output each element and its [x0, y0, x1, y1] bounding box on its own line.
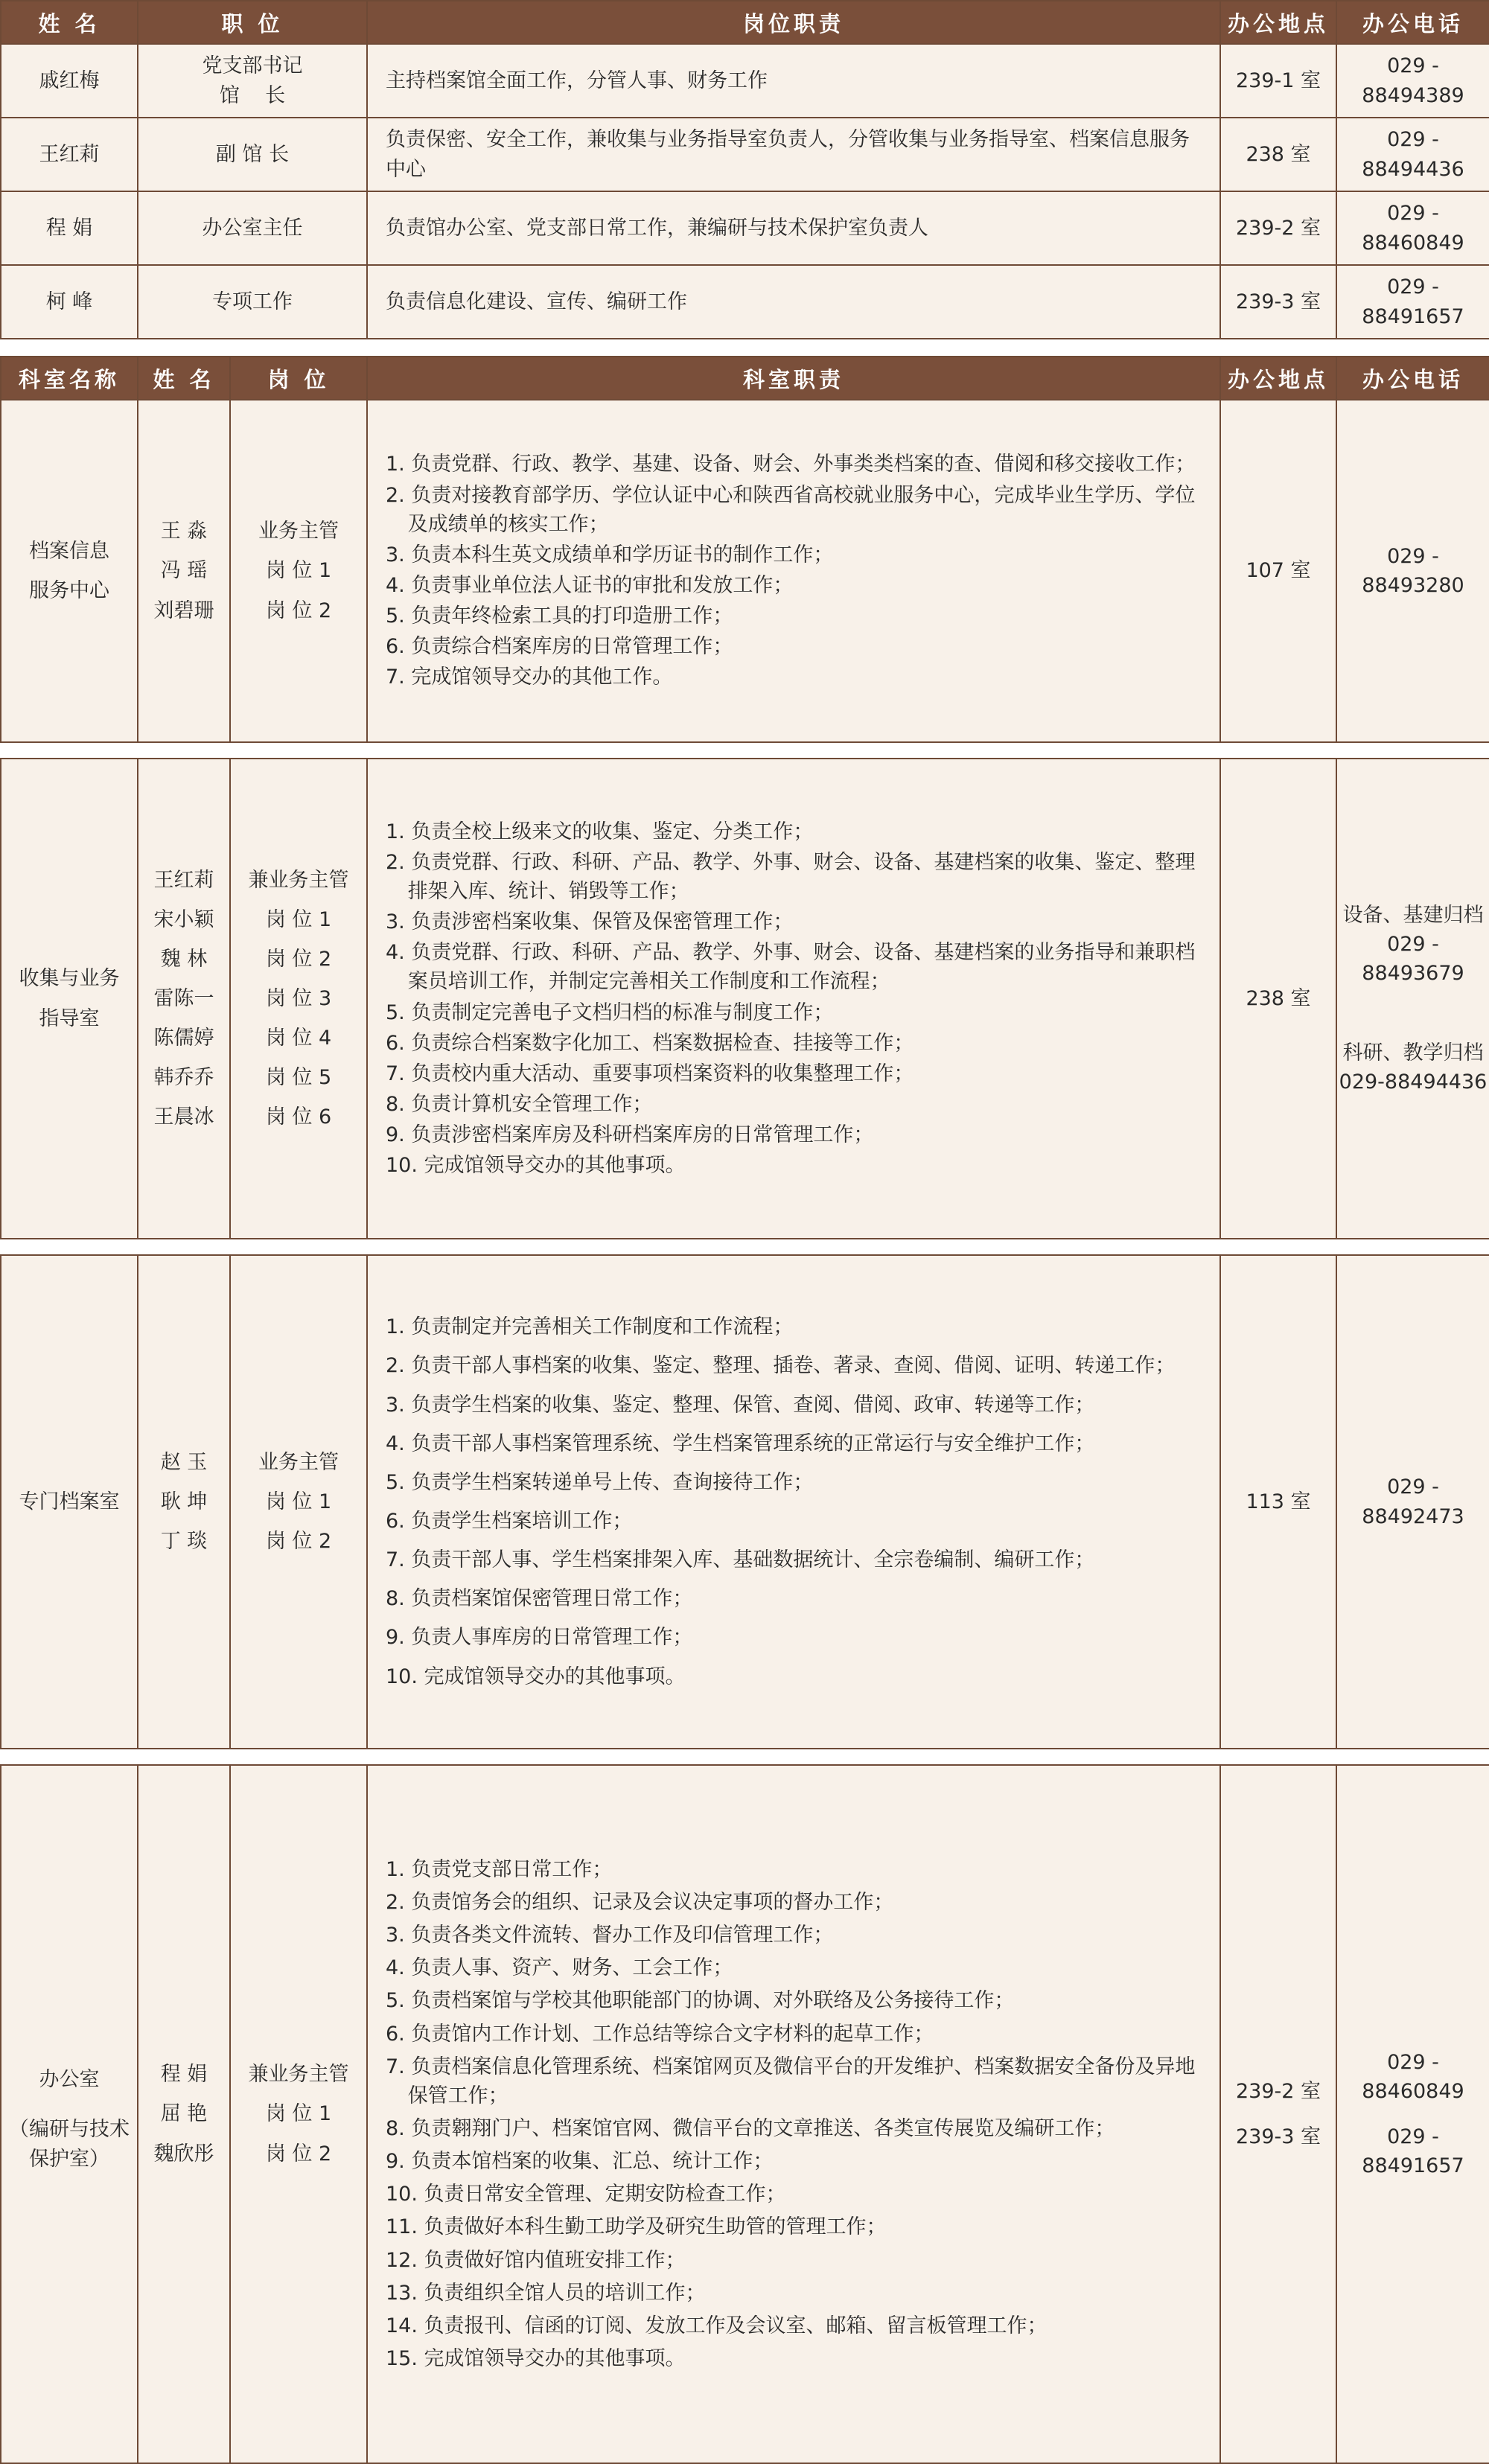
- duty-item: 4. 负责党群、行政、科研、产品、教学、外事、财会、设备、基建档案的业务指导和兼职档案员培训工作，并制定完善相关工作制度和工作流程；: [386, 941, 1196, 994]
- duty-item: 1. 负责党群、行政、教学、基建、设备、财会、外事类类档案的查、借阅和移交接收工作；: [386, 453, 1196, 476]
- departments-header-row: [1, 357, 1489, 400]
- dept-posts: [230, 1255, 367, 1749]
- staff-name: 丁 琰: [160, 1530, 208, 1554]
- leader-position: 专项工作: [138, 265, 367, 339]
- dept-phone: [1336, 1765, 1489, 2463]
- room-line: 239-3 室: [1235, 2125, 1321, 2148]
- staff-name: 冯 瑶: [160, 559, 208, 583]
- col-header-staff: 姓 名: [138, 357, 230, 400]
- dept-phone: [1336, 759, 1489, 1239]
- table-row: [1, 44, 1489, 118]
- staff-post: 岗 位 2: [265, 947, 332, 971]
- duty-item: 6. 负责馆内工作计划、工作总结等综合文字材料的起草工作；: [386, 2022, 934, 2046]
- staff-post: 岗 位 1: [265, 559, 332, 583]
- staff-name: 王 淼: [160, 520, 208, 543]
- leader-room: 238 室: [1220, 118, 1336, 191]
- dept-name-line: 指导室: [39, 1006, 100, 1030]
- duty-item: 3. 负责学生档案的收集、鉴定、整理、保管、查阅、借阅、政审、转递等工作；: [386, 1393, 1095, 1417]
- staff-post: 兼业务主管: [248, 868, 349, 892]
- duty-item: 5. 负责学生档案转递单号上传、查询接待工作；: [386, 1470, 814, 1494]
- staff-name: 陈儒婷: [153, 1027, 214, 1050]
- duty-item: 2. 负责馆务会的组织、记录及会议决定事项的督办工作；: [386, 1891, 894, 1915]
- phone-number: 029 - 88491657: [1362, 2125, 1464, 2178]
- leader-name: 程 娟: [1, 191, 138, 265]
- duty-item: 9. 负责涉密档案库房及科研档案库房的日常管理工作；: [386, 1123, 874, 1147]
- table-row: [1, 265, 1489, 339]
- dept-row-collection: [1, 759, 1489, 1239]
- duty-item: 14. 负责报刊、信函的订阅、发放工作及会议室、邮箱、留言板管理工作；: [386, 2314, 1048, 2337]
- duty-item: 3. 负责本科生英文成绩单和学历证书的制作工作；: [386, 543, 834, 566]
- col-header-post: 岗 位: [230, 357, 367, 400]
- table-gap: [0, 339, 1489, 356]
- staff-post: 业务主管: [258, 1450, 339, 1474]
- duty-item: 10. 完成馆领导交办的其他事项。: [386, 1154, 686, 1178]
- duty-item: 9. 负责本馆档案的收集、汇总、统计工作；: [386, 2150, 774, 2174]
- dept-name: 专门档案室: [1, 1255, 138, 1749]
- leader-duty: 负责信息化建设、宣传、编研工作: [367, 265, 1220, 339]
- dept-room: 238 室: [1220, 759, 1336, 1239]
- leader-position: 副 馆 长: [138, 118, 367, 191]
- table-row: [1, 191, 1489, 265]
- row-gap: [1, 1239, 1489, 1255]
- dept-name-line: 保护室）: [29, 2147, 109, 2171]
- staff-post: 岗 位 1: [265, 907, 332, 931]
- phone-block: [1337, 901, 1489, 988]
- dept-staff: [138, 1255, 230, 1749]
- leader-duty: 负责馆办公室、党支部日常工作，兼编研与技术保护室负责人: [367, 191, 1220, 265]
- duty-item: 2. 负责干部人事档案的收集、鉴定、整理、插卷、著录、查阅、借阅、证明、转递工作；: [386, 1354, 1176, 1378]
- leader-name: 王红莉: [1, 118, 138, 191]
- staff-name: 雷陈一: [153, 986, 214, 1010]
- leader-name: 戚红梅: [1, 44, 138, 118]
- dept-duties: [367, 400, 1220, 742]
- staff-post: 岗 位 4: [265, 1027, 332, 1050]
- staff-post: 岗 位 2: [265, 599, 332, 622]
- duty-list: [386, 817, 1209, 1181]
- col-header-phone: 办公电话: [1336, 1, 1489, 44]
- staff-name: 王晨冰: [153, 1105, 214, 1129]
- phone-label: 科研、教学归档: [1342, 1041, 1484, 1065]
- duty-item: 6. 负责综合档案库房的日常管理工作；: [386, 635, 733, 659]
- dept-posts: [230, 400, 367, 742]
- staff-name: 屈 艳: [160, 2102, 208, 2126]
- duty-item: 1. 负责党支部日常工作；: [386, 1857, 613, 1881]
- duty-item: 7. 负责干部人事、学生档案排架入库、基础数据统计、全宗卷编制、编研工作；: [386, 1548, 1095, 1572]
- col-header-position: 职 位: [138, 1, 367, 44]
- staff-post: 岗 位 1: [265, 1490, 332, 1513]
- dept-duties: [367, 759, 1220, 1239]
- dept-room: [1220, 1765, 1336, 2463]
- duty-item: 7. 负责档案信息化管理系统、档案馆网页及微信平台的开发维护、档案数据安全备份及异地保管工作；: [386, 2055, 1196, 2107]
- duty-item: 3. 负责涉密档案收集、保管及保密管理工作；: [386, 910, 794, 934]
- dept-name-line: 服务中心: [29, 579, 109, 602]
- phone-block: [1337, 1038, 1489, 1097]
- leaders-table: [0, 0, 1489, 339]
- duty-item: 7. 负责校内重大活动、重要事项档案资料的收集整理工作；: [386, 1062, 914, 1085]
- col-header-name: 姓 名: [1, 1, 138, 44]
- staff-post: 岗 位 1: [265, 2102, 332, 2126]
- dept-name-line: 办公室: [39, 2068, 100, 2092]
- phone-number: 029-88494436: [1339, 1070, 1488, 1094]
- col-header-phone: 办公电话: [1336, 357, 1489, 400]
- gap-cell: [1, 1749, 1489, 1765]
- duty-item: 13. 负责组织全馆人员的培训工作；: [386, 2281, 706, 2305]
- leader-phone: 029 - 88494389: [1336, 44, 1489, 118]
- leader-phone: 029 - 88460849: [1336, 191, 1489, 265]
- duty-item: 9. 负责人事库房的日常管理工作；: [386, 1626, 693, 1650]
- departments-table: [0, 356, 1489, 2464]
- staff-name: 韩乔乔: [153, 1066, 214, 1090]
- dept-posts: [230, 759, 367, 1239]
- staff-name: 魏 林: [160, 947, 208, 971]
- duty-item: 10. 完成馆领导交办的其他事项。: [386, 1665, 686, 1688]
- staff-name: 王红莉: [153, 868, 214, 892]
- col-header-dept-duty: 科室职责: [367, 357, 1220, 400]
- duty-item: 4. 负责人事、资产、财务、工会工作；: [386, 1956, 733, 1980]
- dept-duties: [367, 1765, 1220, 2463]
- duty-item: 3. 负责各类文件流转、督办工作及印信管理工作；: [386, 1924, 834, 1947]
- leader-room: 239-2 室: [1220, 191, 1336, 265]
- leader-duty: 负责保密、安全工作，兼收集与业务指导室负责人，分管收集与业务指导室、档案信息服务中心: [367, 118, 1220, 191]
- phone-label: 设备、基建归档: [1342, 903, 1484, 927]
- row-gap: [1, 742, 1489, 759]
- dept-staff: [138, 1765, 230, 2463]
- duty-item: 8. 负责计算机安全管理工作；: [386, 1092, 653, 1116]
- duty-item: 4. 负责事业单位法人证书的审批和发放工作；: [386, 574, 794, 597]
- col-header-duty: 岗位职责: [367, 1, 1220, 44]
- row-gap: [1, 1749, 1489, 1765]
- staff-post: 岗 位 5: [265, 1066, 332, 1090]
- dept-name: [1, 1765, 138, 2463]
- staff-name: 宋小颖: [153, 907, 214, 931]
- leader-room: 239-3 室: [1220, 265, 1336, 339]
- staff-name: 耿 坤: [160, 1490, 208, 1513]
- staff-post: 岗 位 2: [265, 2142, 332, 2165]
- dept-row-archive-service: [1, 400, 1489, 742]
- dept-name: [1, 400, 138, 742]
- duty-item: 4. 负责干部人事档案管理系统、学生档案管理系统的正常运行与安全维护工作；: [386, 1432, 1095, 1455]
- duty-item: 2. 负责对接教育部学历、学位认证中心和陕西省高校就业服务中心，完成毕业生学历、学位及成绩单的核实工作；: [386, 483, 1196, 536]
- col-header-room: 办公地点: [1220, 357, 1336, 400]
- leader-duty: 主持档案馆全面工作，分管人事、财务工作: [367, 44, 1220, 118]
- col-header-department: 科室名称: [1, 357, 138, 400]
- staff-name: 刘碧珊: [153, 599, 214, 622]
- duty-item: 6. 负责综合档案数字化加工、档案数据检查、挂接等工作；: [386, 1031, 914, 1055]
- dept-duties: [367, 1255, 1220, 1749]
- staff-post: 岗 位 6: [265, 1105, 332, 1129]
- phone-number: 029 - 88460849: [1362, 2050, 1464, 2103]
- col-header-room: 办公地点: [1220, 1, 1336, 44]
- gap-cell: [1, 742, 1489, 759]
- gap-cell: [1, 1239, 1489, 1255]
- duty-item: 10. 负责日常安全管理、定期安防检查工作；: [386, 2183, 786, 2206]
- leader-phone: 029 - 88491657: [1336, 265, 1489, 339]
- duty-item: 11. 负责做好本科生勤工助学及研究生助管的管理工作；: [386, 2215, 887, 2239]
- duty-item: 1. 负责制定并完善相关工作制度和工作流程；: [386, 1315, 794, 1339]
- dept-row-office: [1, 1765, 1489, 2463]
- dept-staff: [138, 400, 230, 742]
- staff-name: 赵 玉: [160, 1450, 208, 1474]
- leader-name: 柯 峰: [1, 265, 138, 339]
- leader-position: [138, 44, 367, 118]
- phone-number: 029 - 88493679: [1362, 932, 1464, 985]
- duty-item: 8. 负责档案馆保密管理日常工作；: [386, 1587, 693, 1611]
- duty-item: 6. 负责学生档案培训工作；: [386, 1510, 633, 1533]
- duty-item: 7. 完成馆领导交办的其他工作。: [386, 666, 673, 689]
- duty-item: 5. 负责年终检索工具的打印造册工作；: [386, 604, 733, 628]
- staff-name: 程 娟: [160, 2063, 208, 2087]
- dept-phone: 029 - 88493280: [1336, 400, 1489, 742]
- dept-name: [1, 759, 138, 1239]
- duty-list: [386, 450, 1209, 692]
- duty-item: 1. 负责全校上级来文的收集、鉴定、分类工作；: [386, 820, 814, 843]
- staff-name: 魏欣彤: [153, 2142, 214, 2165]
- duty-list: [386, 1312, 1209, 1691]
- leader-position-line: 党支部书记: [202, 54, 303, 78]
- dept-room: 113 室: [1220, 1255, 1336, 1749]
- leader-position-line: 馆 长: [219, 83, 286, 107]
- leader-phone: 029 - 88494436: [1336, 118, 1489, 191]
- staff-post: 岗 位 2: [265, 1530, 332, 1554]
- dept-room: 107 室: [1220, 400, 1336, 742]
- staff-post: 业务主管: [258, 520, 339, 543]
- duty-item: 12. 负责做好馆内值班安排工作；: [386, 2248, 686, 2272]
- duty-item: 5. 负责档案馆与学校其他职能部门的协调、对外联络及公务接待工作；: [386, 1989, 1015, 2013]
- staff-post: 岗 位 3: [265, 986, 332, 1010]
- dept-staff: [138, 759, 230, 1239]
- dept-posts: [230, 1765, 367, 2463]
- duty-item: 8. 负责翱翔门户、档案馆官网、微信平台的文章推送、各类宣传展览及编研工作；: [386, 2117, 1115, 2140]
- duty-item: 5. 负责制定完善电子文档归档的标准与制度工作；: [386, 1000, 834, 1024]
- room-line: 239-2 室: [1235, 2079, 1321, 2103]
- duty-item: 2. 负责党群、行政、科研、产品、教学、外事、财会、设备、基建档案的收集、鉴定、整理排架入库、统计、销毁等工作；: [386, 850, 1196, 903]
- leader-position: 办公室主任: [138, 191, 367, 265]
- table-row: [1, 118, 1489, 191]
- staff-post: 兼业务主管: [248, 2063, 349, 2087]
- dept-phone: 029 - 88492473: [1336, 1255, 1489, 1749]
- leader-room: 239-1 室: [1220, 44, 1336, 118]
- duty-item: 15. 完成馆领导交办的其他事项。: [386, 2346, 686, 2370]
- duty-list: [386, 1855, 1209, 2373]
- dept-name-line: （编研与技术: [9, 2118, 130, 2142]
- dept-name-line: 档案信息: [29, 539, 109, 563]
- dept-row-special: [1, 1255, 1489, 1749]
- dept-name-line: 收集与业务: [19, 967, 120, 991]
- leaders-header-row: [1, 1, 1489, 44]
